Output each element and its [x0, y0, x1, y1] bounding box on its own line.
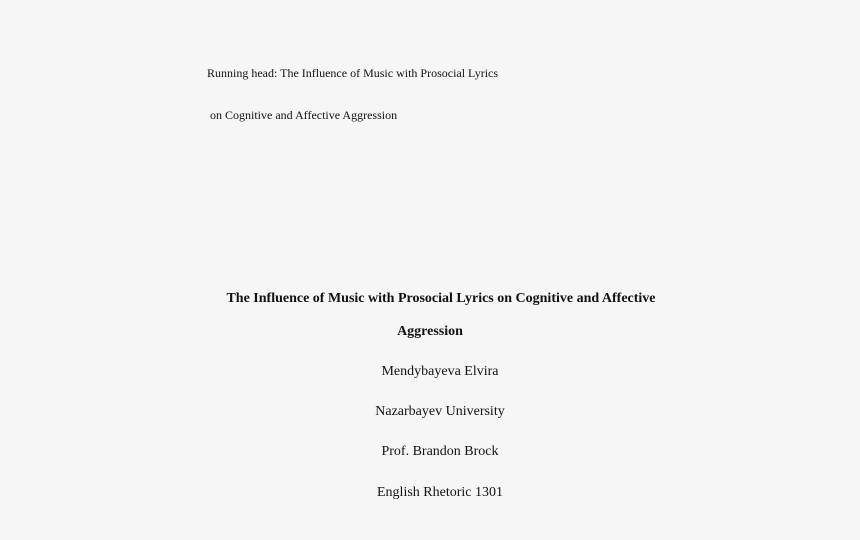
running-head — [207, 38, 498, 150]
paper-title-line-2: Aggression — [397, 324, 463, 339]
instructor-name: Prof. Brandon Brock — [381, 444, 499, 459]
paper-title-line-1: The Influence of Music with Prosocial Lyrics on Cognitive and Affective — [226, 291, 656, 306]
course-name: English Rhetoric 1301 — [377, 485, 503, 500]
author-name: Mendybayeva Elvira — [381, 364, 499, 379]
institution-name: Nazarbayev University — [375, 404, 505, 419]
running-head-line-1: Running head: The Influence of Music with Prosocial Lyrics — [207, 66, 499, 80]
running-head-line-2: on Cognitive and Affective Aggression — [207, 108, 398, 122]
